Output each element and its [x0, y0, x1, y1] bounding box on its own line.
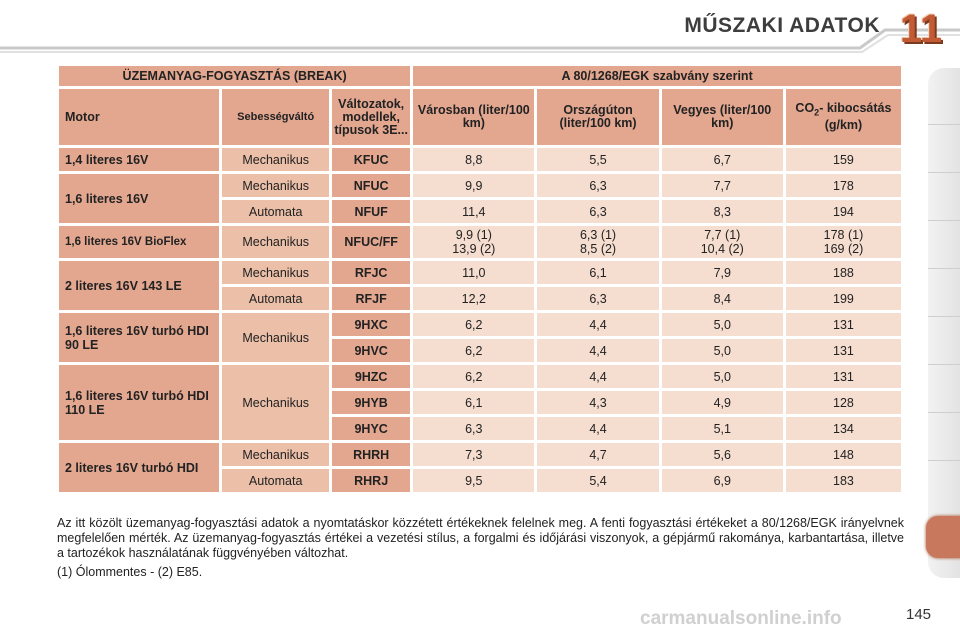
mixed-cell: 6,9 — [662, 469, 783, 492]
city-cell — [413, 226, 534, 258]
variant-code-cell: 9HVC — [332, 339, 410, 362]
co2-cell: 199 — [786, 287, 901, 310]
city-cell: 6,2 — [413, 339, 534, 362]
variant-code-cell: 9HXC — [332, 313, 410, 336]
column-header-motor: Motor — [59, 89, 219, 145]
co2-cell: 148 — [786, 443, 901, 466]
co2-value-e85: 169 (2) — [823, 242, 864, 256]
gearbox-cell: Mechanikus — [222, 174, 329, 197]
mixed-cell: 5,0 — [662, 365, 783, 388]
co2-cell: 159 — [786, 148, 901, 171]
road-cell — [537, 226, 658, 258]
city-cell: 9,5 — [413, 469, 534, 492]
page-header — [0, 0, 960, 58]
city-cell: 6,3 — [413, 417, 534, 440]
variant-code-cell: RHRH — [332, 443, 410, 466]
gearbox-cell: Mechanikus — [222, 365, 329, 440]
page-title: MŰSZAKI ADATOK — [684, 14, 880, 37]
gearbox-cell: Mechanikus — [222, 443, 329, 466]
co2-cell: 128 — [786, 391, 901, 414]
column-header-road: Országúton (liter/100 km) — [537, 89, 658, 145]
road-cell: 4,4 — [537, 339, 658, 362]
mixed-cell: 5,0 — [662, 339, 783, 362]
column-header-city: Városban (liter/100 km) — [413, 89, 534, 145]
road-cell: 6,3 — [537, 174, 658, 197]
mixed-cell: 8,3 — [662, 200, 783, 223]
mixed-cell: 8,4 — [662, 287, 783, 310]
road-cell: 4,4 — [537, 365, 658, 388]
mixed-cell: 5,6 — [662, 443, 783, 466]
gearbox-cell: Mechanikus — [222, 261, 329, 284]
mixed-cell: 5,1 — [662, 417, 783, 440]
gearbox-cell: Automata — [222, 287, 329, 310]
motor-cell: 2 literes 16V turbó HDI — [59, 443, 219, 492]
page-number: 145 — [906, 606, 932, 623]
table-row — [59, 443, 901, 466]
tab-divider — [928, 364, 960, 365]
mixed-cell — [662, 226, 783, 258]
gearbox-cell: Mechanikus — [222, 226, 329, 258]
tab-divider — [928, 412, 960, 413]
city-cell: 6,1 — [413, 391, 534, 414]
city-cell: 11,0 — [413, 261, 534, 284]
co2-cell: 183 — [786, 469, 901, 492]
variant-code-cell: RFJC — [332, 261, 410, 284]
motor-cell: 1,6 literes 16V BioFlex — [59, 226, 219, 258]
motor-cell: 1,6 literes 16V turbó HDI 110 LE — [59, 365, 219, 440]
road-cell: 4,7 — [537, 443, 658, 466]
city-cell: 6,2 — [413, 365, 534, 388]
city-cell: 11,4 — [413, 200, 534, 223]
table-band-left: ÜZEMANYAG-FOGYASZTÁS (BREAK) — [59, 66, 410, 86]
motor-cell: 1,4 literes 16V — [59, 148, 219, 171]
city-cell: 9,9 — [413, 174, 534, 197]
mixed-value-e85: 10,4 (2) — [700, 242, 744, 256]
chapter-number: 11 — [899, 7, 943, 51]
column-header-gearbox: Sebességváltó — [222, 89, 329, 145]
variant-code-cell: NFUC/FF — [332, 226, 410, 258]
gearbox-cell: Mechanikus — [222, 148, 329, 171]
road-cell: 4,4 — [537, 417, 658, 440]
road-cell: 6,3 — [537, 200, 658, 223]
gearbox-cell: Automata — [222, 200, 329, 223]
tab-divider — [928, 268, 960, 269]
road-cell: 4,3 — [537, 391, 658, 414]
tab-divider — [928, 460, 960, 461]
variant-code-cell: NFUF — [332, 200, 410, 223]
footnote: (1) Ólommentes - (2) E85. — [57, 565, 203, 579]
mixed-cell: 7,7 — [662, 174, 783, 197]
co2-cell: 194 — [786, 200, 901, 223]
road-cell: 6,3 — [537, 287, 658, 310]
fuel-consumption-table — [56, 63, 904, 495]
city-cell: 6,2 — [413, 313, 534, 336]
column-header-mixed: Vegyes (liter/100 km) — [662, 89, 783, 145]
mixed-cell: 7,9 — [662, 261, 783, 284]
motor-cell: 2 literes 16V 143 LE — [59, 261, 219, 310]
city-value-e85: 13,9 (2) — [452, 242, 496, 256]
tab-divider — [928, 172, 960, 173]
table-row — [59, 365, 901, 388]
variant-code-cell: 9HYC — [332, 417, 410, 440]
tab-divider — [928, 220, 960, 221]
tab-divider — [928, 124, 960, 125]
variant-code-cell: RHRJ — [332, 469, 410, 492]
road-cell: 6,1 — [537, 261, 658, 284]
co2-value-unleaded: 178 (1) — [823, 228, 864, 242]
road-value-unleaded: 6,3 (1) — [579, 228, 617, 242]
co2-cell — [786, 226, 901, 258]
watermark: carmanualsonline.info — [640, 608, 842, 629]
chapter-tabs — [928, 68, 960, 578]
road-cell: 4,4 — [537, 313, 658, 336]
gearbox-cell: Automata — [222, 469, 329, 492]
co2-label: CO — [795, 100, 815, 115]
city-cell: 12,2 — [413, 287, 534, 310]
road-value-e85: 8,5 (2) — [579, 242, 617, 256]
table-row — [59, 174, 901, 197]
chapter-tab-active[interactable] — [926, 516, 960, 558]
mixed-cell: 6,7 — [662, 148, 783, 171]
co2-cell: 134 — [786, 417, 901, 440]
mixed-value-unleaded: 7,7 (1) — [704, 228, 741, 242]
mixed-cell: 4,9 — [662, 391, 783, 414]
co2-cell: 178 — [786, 174, 901, 197]
table-row — [59, 313, 901, 336]
consumption-note: Az itt közölt üzemanyag-fogyasztási adatok a nyomtatáskor közzétett értékeknek felelnek meg. A fenti fogyasztási értékeket a 80/1268/EGK irányelvnek megfelelően mérték. Az üzemanyag-fogyasztás értékei a vezetési stílus, a forgalmi és időjárási viszonyok, a gépjármű rakománya, karbantartása, illetve a tartozékok használatának függvényében változhat. — [57, 516, 904, 560]
table-band-right: A 80/1268/EGK szabvány szerint — [413, 66, 901, 86]
co2-subscript: 2 — [814, 107, 820, 118]
co2-cell: 131 — [786, 313, 901, 336]
variant-code-cell: 9HZC — [332, 365, 410, 388]
table-row — [59, 261, 901, 284]
motor-cell: 1,6 literes 16V — [59, 174, 219, 223]
variant-code-cell: RFJF — [332, 287, 410, 310]
table-row — [59, 148, 901, 171]
tab-divider — [928, 316, 960, 317]
city-cell: 7,3 — [413, 443, 534, 466]
co2-cell: 131 — [786, 339, 901, 362]
variant-code-cell: NFUC — [332, 174, 410, 197]
road-cell: 5,5 — [537, 148, 658, 171]
column-header-variants: Változatok, modellek, típusok 3E... — [332, 89, 410, 145]
co2-cell: 131 — [786, 365, 901, 388]
mixed-cell: 5,0 — [662, 313, 783, 336]
road-cell: 5,4 — [537, 469, 658, 492]
motor-cell: 1,6 literes 16V turbó HDI 90 LE — [59, 313, 219, 362]
co2-label-suffix: - kibocsátás (g/km) — [819, 100, 892, 133]
variant-code-cell: 9HYB — [332, 391, 410, 414]
city-cell: 8,8 — [413, 148, 534, 171]
table-row — [59, 226, 901, 258]
column-header-co2 — [786, 89, 901, 145]
variant-code-cell: KFUC — [332, 148, 410, 171]
co2-cell: 188 — [786, 261, 901, 284]
city-value-unleaded: 9,9 (1) — [455, 228, 492, 242]
gearbox-cell: Mechanikus — [222, 313, 329, 362]
